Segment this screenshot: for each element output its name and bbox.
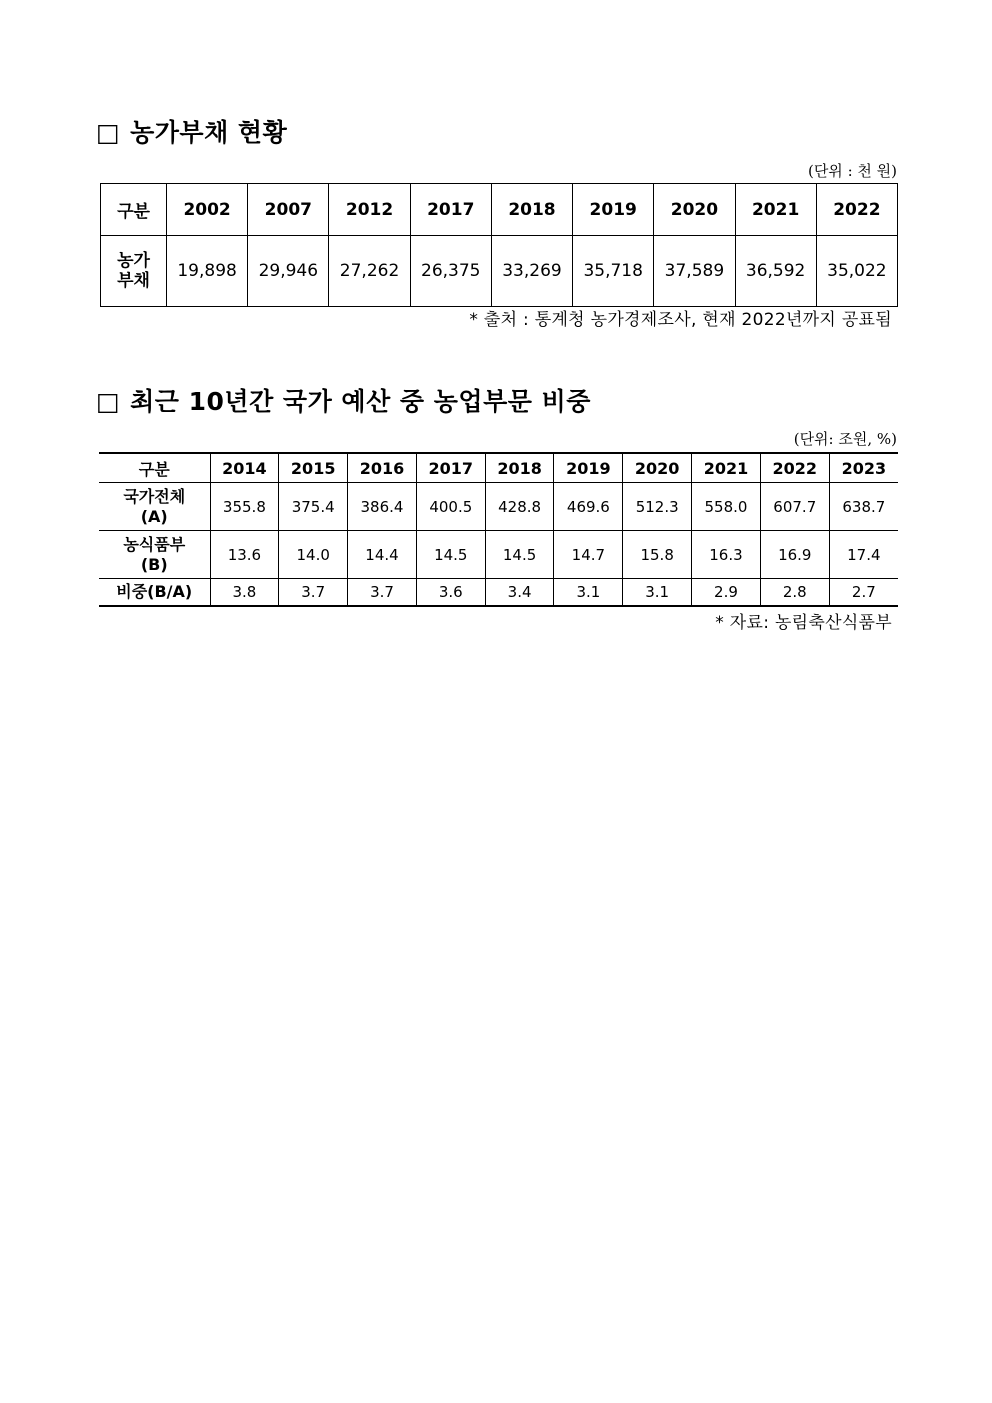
section1-title <box>96 113 287 149</box>
year-header: 2017 <box>416 453 485 483</box>
table-cell: 29,946 <box>248 236 329 307</box>
table-cell: 400.5 <box>416 483 485 531</box>
table-cell: 19,898 <box>167 236 248 307</box>
table-cell: 35,718 <box>573 236 654 307</box>
table-row <box>101 236 898 307</box>
section2-title-text: 최근 10년간 국가 예산 중 농업부문 비중 <box>130 387 591 416</box>
checkbox-square-icon: □ <box>96 387 121 416</box>
table-cell: 36,592 <box>735 236 816 307</box>
table-cell: 14.5 <box>416 531 485 579</box>
row-label-line1: 농식품부 <box>123 534 186 554</box>
table-cell: 3.6 <box>416 579 485 607</box>
row-label-line2: (B) <box>140 554 168 574</box>
table-cell: 386.4 <box>348 483 417 531</box>
year-header: 2022 <box>760 453 829 483</box>
year-header: 2023 <box>829 453 898 483</box>
table-row <box>99 531 898 579</box>
table-cell: 469.6 <box>554 483 623 531</box>
header-label: 구분 <box>101 184 167 236</box>
section2-title <box>96 382 591 418</box>
table-cell: 512.3 <box>623 483 692 531</box>
table-cell: 17.4 <box>829 531 898 579</box>
section2-unit: (단위: 조원, %) <box>793 430 897 448</box>
year-header: 2019 <box>573 184 654 236</box>
table-cell: 15.8 <box>623 531 692 579</box>
table-cell: 3.4 <box>485 579 554 607</box>
section1-unit: (단위 : 천 원) <box>807 162 897 180</box>
farm-debt-table <box>100 183 898 307</box>
year-header: 2020 <box>654 184 735 236</box>
row-label <box>101 236 167 307</box>
checkbox-square-icon: □ <box>96 118 121 147</box>
year-header: 2015 <box>279 453 348 483</box>
table-cell: 37,589 <box>654 236 735 307</box>
table-cell: 26,375 <box>410 236 491 307</box>
agri-budget-table <box>99 452 898 607</box>
table-cell: 2.8 <box>760 579 829 607</box>
table-cell: 375.4 <box>279 483 348 531</box>
table-cell: 355.8 <box>210 483 279 531</box>
table-cell: 16.3 <box>692 531 761 579</box>
year-header: 2019 <box>554 453 623 483</box>
row-label-line2: 부채 <box>117 271 150 291</box>
year-header: 2007 <box>248 184 329 236</box>
year-header: 2012 <box>329 184 410 236</box>
year-header: 2021 <box>692 453 761 483</box>
table-cell: 638.7 <box>829 483 898 531</box>
section1-title-text: 농가부채 현황 <box>130 118 288 147</box>
row-label-line1: 농가 <box>117 251 150 271</box>
table-cell: 3.1 <box>554 579 623 607</box>
year-header: 2020 <box>623 453 692 483</box>
year-header: 2022 <box>816 184 897 236</box>
header-label: 구분 <box>99 453 210 483</box>
table-cell: 14.5 <box>485 531 554 579</box>
table-cell: 428.8 <box>485 483 554 531</box>
table-cell: 3.8 <box>210 579 279 607</box>
table-cell: 3.7 <box>279 579 348 607</box>
table-cell: 33,269 <box>491 236 572 307</box>
year-header: 2018 <box>491 184 572 236</box>
table-row <box>99 483 898 531</box>
table-cell: 16.9 <box>760 531 829 579</box>
row-label: 비중(B/A) <box>99 579 210 607</box>
year-header: 2018 <box>485 453 554 483</box>
year-header: 2014 <box>210 453 279 483</box>
table-cell: 35,022 <box>816 236 897 307</box>
table-cell: 14.7 <box>554 531 623 579</box>
table-cell: 607.7 <box>760 483 829 531</box>
table-cell: 558.0 <box>692 483 761 531</box>
table-cell: 3.7 <box>348 579 417 607</box>
table-cell: 3.1 <box>623 579 692 607</box>
year-header: 2021 <box>735 184 816 236</box>
table-row <box>99 579 898 607</box>
section1-source: * 출처 : 통계청 농가경제조사, 현재 2022년까지 공표됨 <box>469 310 892 330</box>
row-label-line2: (A) <box>140 506 168 526</box>
row-label <box>99 483 210 531</box>
table-cell: 2.9 <box>692 579 761 607</box>
table-cell: 13.6 <box>210 531 279 579</box>
table-cell: 27,262 <box>329 236 410 307</box>
year-header: 2017 <box>410 184 491 236</box>
table-cell: 14.0 <box>279 531 348 579</box>
table-cell: 14.4 <box>348 531 417 579</box>
year-header: 2016 <box>348 453 417 483</box>
year-header: 2002 <box>167 184 248 236</box>
row-label-line1: 국가전체 <box>123 486 186 506</box>
table-header-row <box>101 184 898 236</box>
section2-source: * 자료: 농림축산식품부 <box>715 613 892 633</box>
table-cell: 2.7 <box>829 579 898 607</box>
row-label <box>99 531 210 579</box>
table-header-row <box>99 453 898 483</box>
